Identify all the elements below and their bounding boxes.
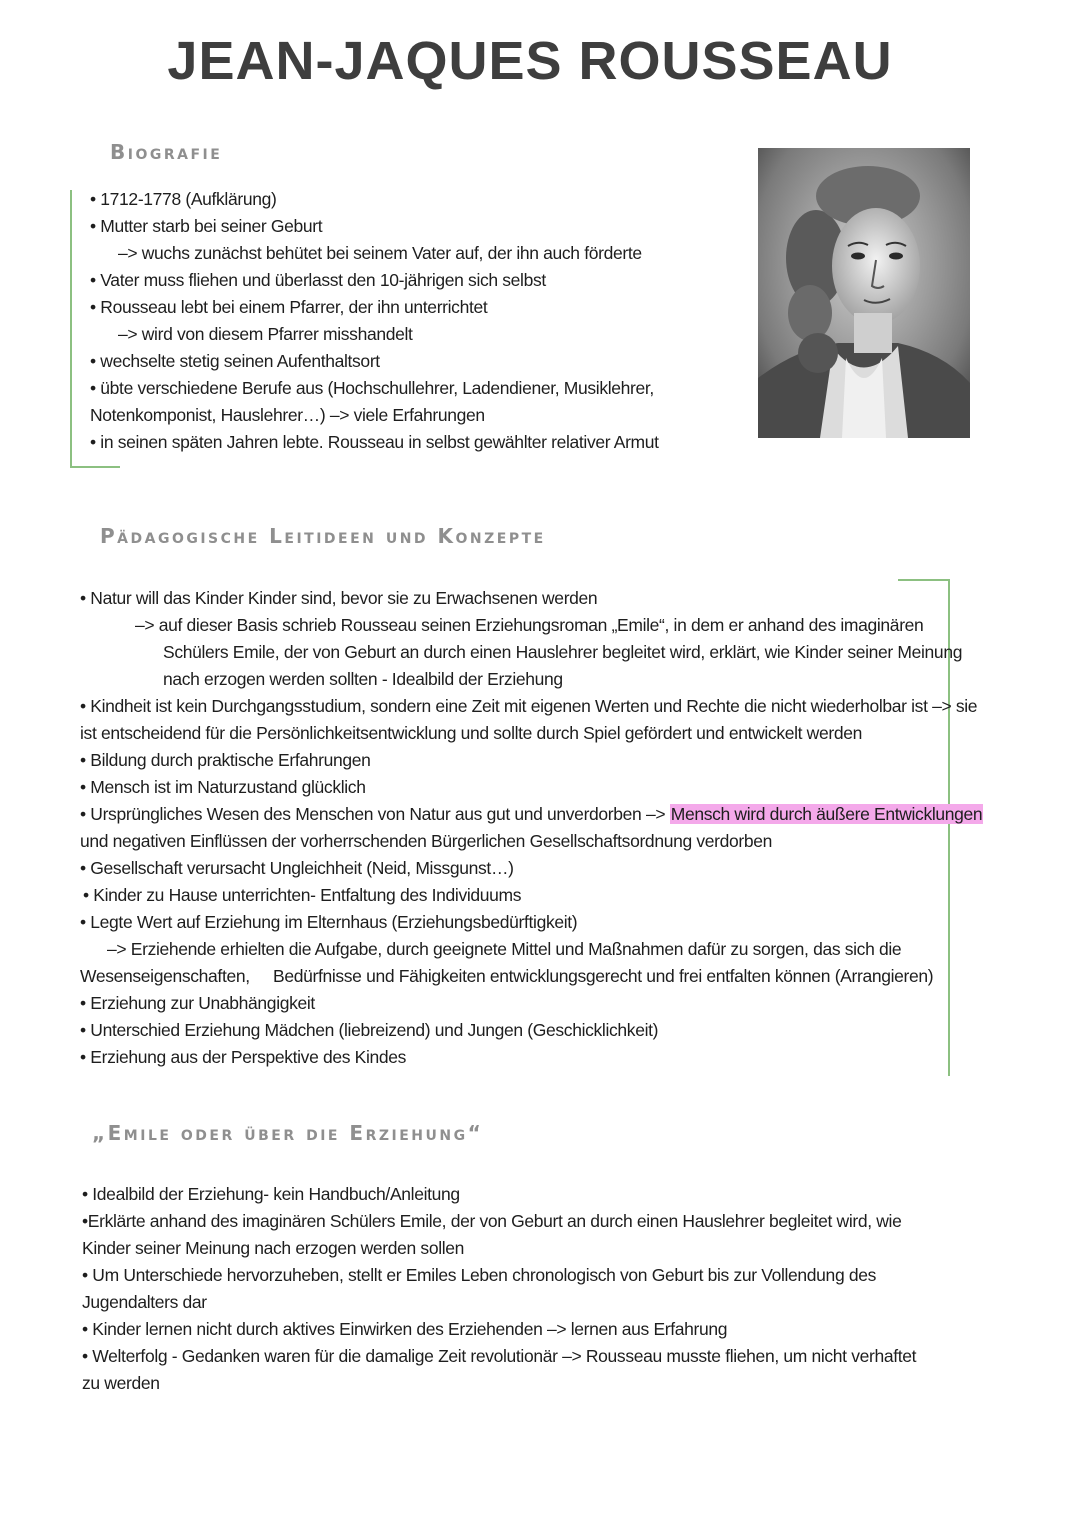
emile-line: Jugendalters dar [82,1292,207,1312]
heading-emile: „Emile oder über die Erziehung“ [92,1121,484,1145]
ideas-line: und negativen Einflüssen der vorherrschenden Bürgerlichen Gesellschaftsordnung verdorben [80,831,773,851]
bio-line: –> wuchs zunächst behütet bei seinem Vater auf, der ihn auch förderte [118,243,642,263]
emile-line: •Erklärte anhand des imaginären Schülers Emile, der von Geburt an durch einen Hauslehrer begleitet wird, wie [82,1211,902,1231]
ideas-line-start: • Ursprüngliches Wesen des Menschen von Natur aus gut und unverdorben –> [80,804,670,824]
bio-line: • wechselte stetig seinen Aufenthaltsort [90,351,380,371]
ideas-line: • Bildung durch praktische Erfahrungen [80,750,371,770]
emile-line: • Kinder lernen nicht durch aktives Einwirken des Erziehenden –> lernen aus Erfahrung [82,1319,728,1339]
bio-line: Notenkomponist, Hauslehrer…) –> viele Erfahrungen [90,405,485,425]
highlighted-text: Mensch wird durch äußere Entwicklungen [670,804,983,824]
ideas-line: • Mensch ist im Naturzustand glücklich [80,777,366,797]
page-title: JEAN-JAQUES ROUSSEAU [167,31,893,91]
ideas-line: –> auf dieser Basis schrieb Rousseau seinen Erziehungsroman „Emile“, in dem er anhand des imaginären [135,615,924,635]
ideas-line-highlighted [80,801,983,828]
ideas-line: Wesenseigenschaften, [80,966,250,986]
bio-line: –> wird von diesem Pfarrer misshandelt [118,324,413,344]
ideas-line: nach erzogen werden sollten - Idealbild der Erziehung [163,669,563,689]
portrait-image [758,148,970,438]
ideas-line: • Erziehung zur Unabhängigkeit [80,993,315,1013]
ideas-line: –> Erziehende erhielten die Aufgabe, durch geeignete Mittel und Maßnahmen dafür zu sorgen, das sich die [107,939,902,959]
bio-line: • Rousseau lebt bei einem Pfarrer, der ihn unterrichtet [90,297,488,317]
ideas-accent-horizontal [898,579,950,581]
ideas-line: Bedürfnisse und Fähigkeiten entwicklungsgerecht und frei entfalten können (Arrangieren) [273,966,934,986]
emile-line: • Welterfolg - Gedanken waren für die damalige Zeit revolutionär –> Rousseau musste fliehen, um nicht verhaftet [82,1346,917,1366]
bio-line: • 1712-1778 (Aufklärung) [90,189,277,209]
bio-line: • in seinen späten Jahren lebte. Rousseau in selbst gewählter relativer Armut [90,432,659,452]
ideas-line: • Erziehung aus der Perspektive des Kindes [80,1047,407,1067]
bio-accent-horizontal [70,466,120,468]
heading-biografie: Biografie [110,140,223,164]
bio-accent-vertical [70,190,72,468]
bio-line: • Mutter starb bei seiner Geburt [90,216,323,236]
ideas-line: • Legte Wert auf Erziehung im Elternhaus (Erziehungsbedürftigkeit) [80,912,578,932]
emile-line: • Idealbild der Erziehung- kein Handbuch/Anleitung [82,1184,460,1204]
bio-line: • Vater muss fliehen und überlasst den 10-jährigen sich selbst [90,270,546,290]
emile-line: • Um Unterschiede hervorzuheben, stellt er Emiles Leben chronologisch von Geburt bis zur Vollendung des [82,1265,877,1285]
emile-line: zu werden [82,1373,160,1393]
emile-line: Kinder seiner Meinung nach erzogen werden sollen [82,1238,465,1258]
heading-leitideen: Pädagogische Leitideen und Konzepte [100,524,546,548]
ideas-line: • Kinder zu Hause unterrichten- Entfaltung des Individuums [83,885,522,905]
ideas-line: • Gesellschaft verursacht Ungleichheit (Neid, Missgunst…) [80,858,514,878]
bio-line: • übte verschiedene Berufe aus (Hochschullehrer, Ladendiener, Musiklehrer, [90,378,654,398]
ideas-line: ist entscheidend für die Persönlichkeitsentwicklung und sollte durch Spiel gefördert und entwickelt werden [80,723,862,743]
ideas-line: • Unterschied Erziehung Mädchen (liebreizend) und Jungen (Geschicklichkeit) [80,1020,659,1040]
ideas-line: • Natur will das Kinder Kinder sind, bevor sie zu Erwachsenen werden [80,588,598,608]
ideas-line: Schülers Emile, der von Geburt an durch einen Hauslehrer begleitet wird, erklärt, wie Kinder seiner Meinung [163,642,963,662]
ideas-line: • Kindheit ist kein Durchgangsstudium, sondern eine Zeit mit eigenen Werten und Rechte die nicht wiederholbar ist –> sie [80,696,978,716]
